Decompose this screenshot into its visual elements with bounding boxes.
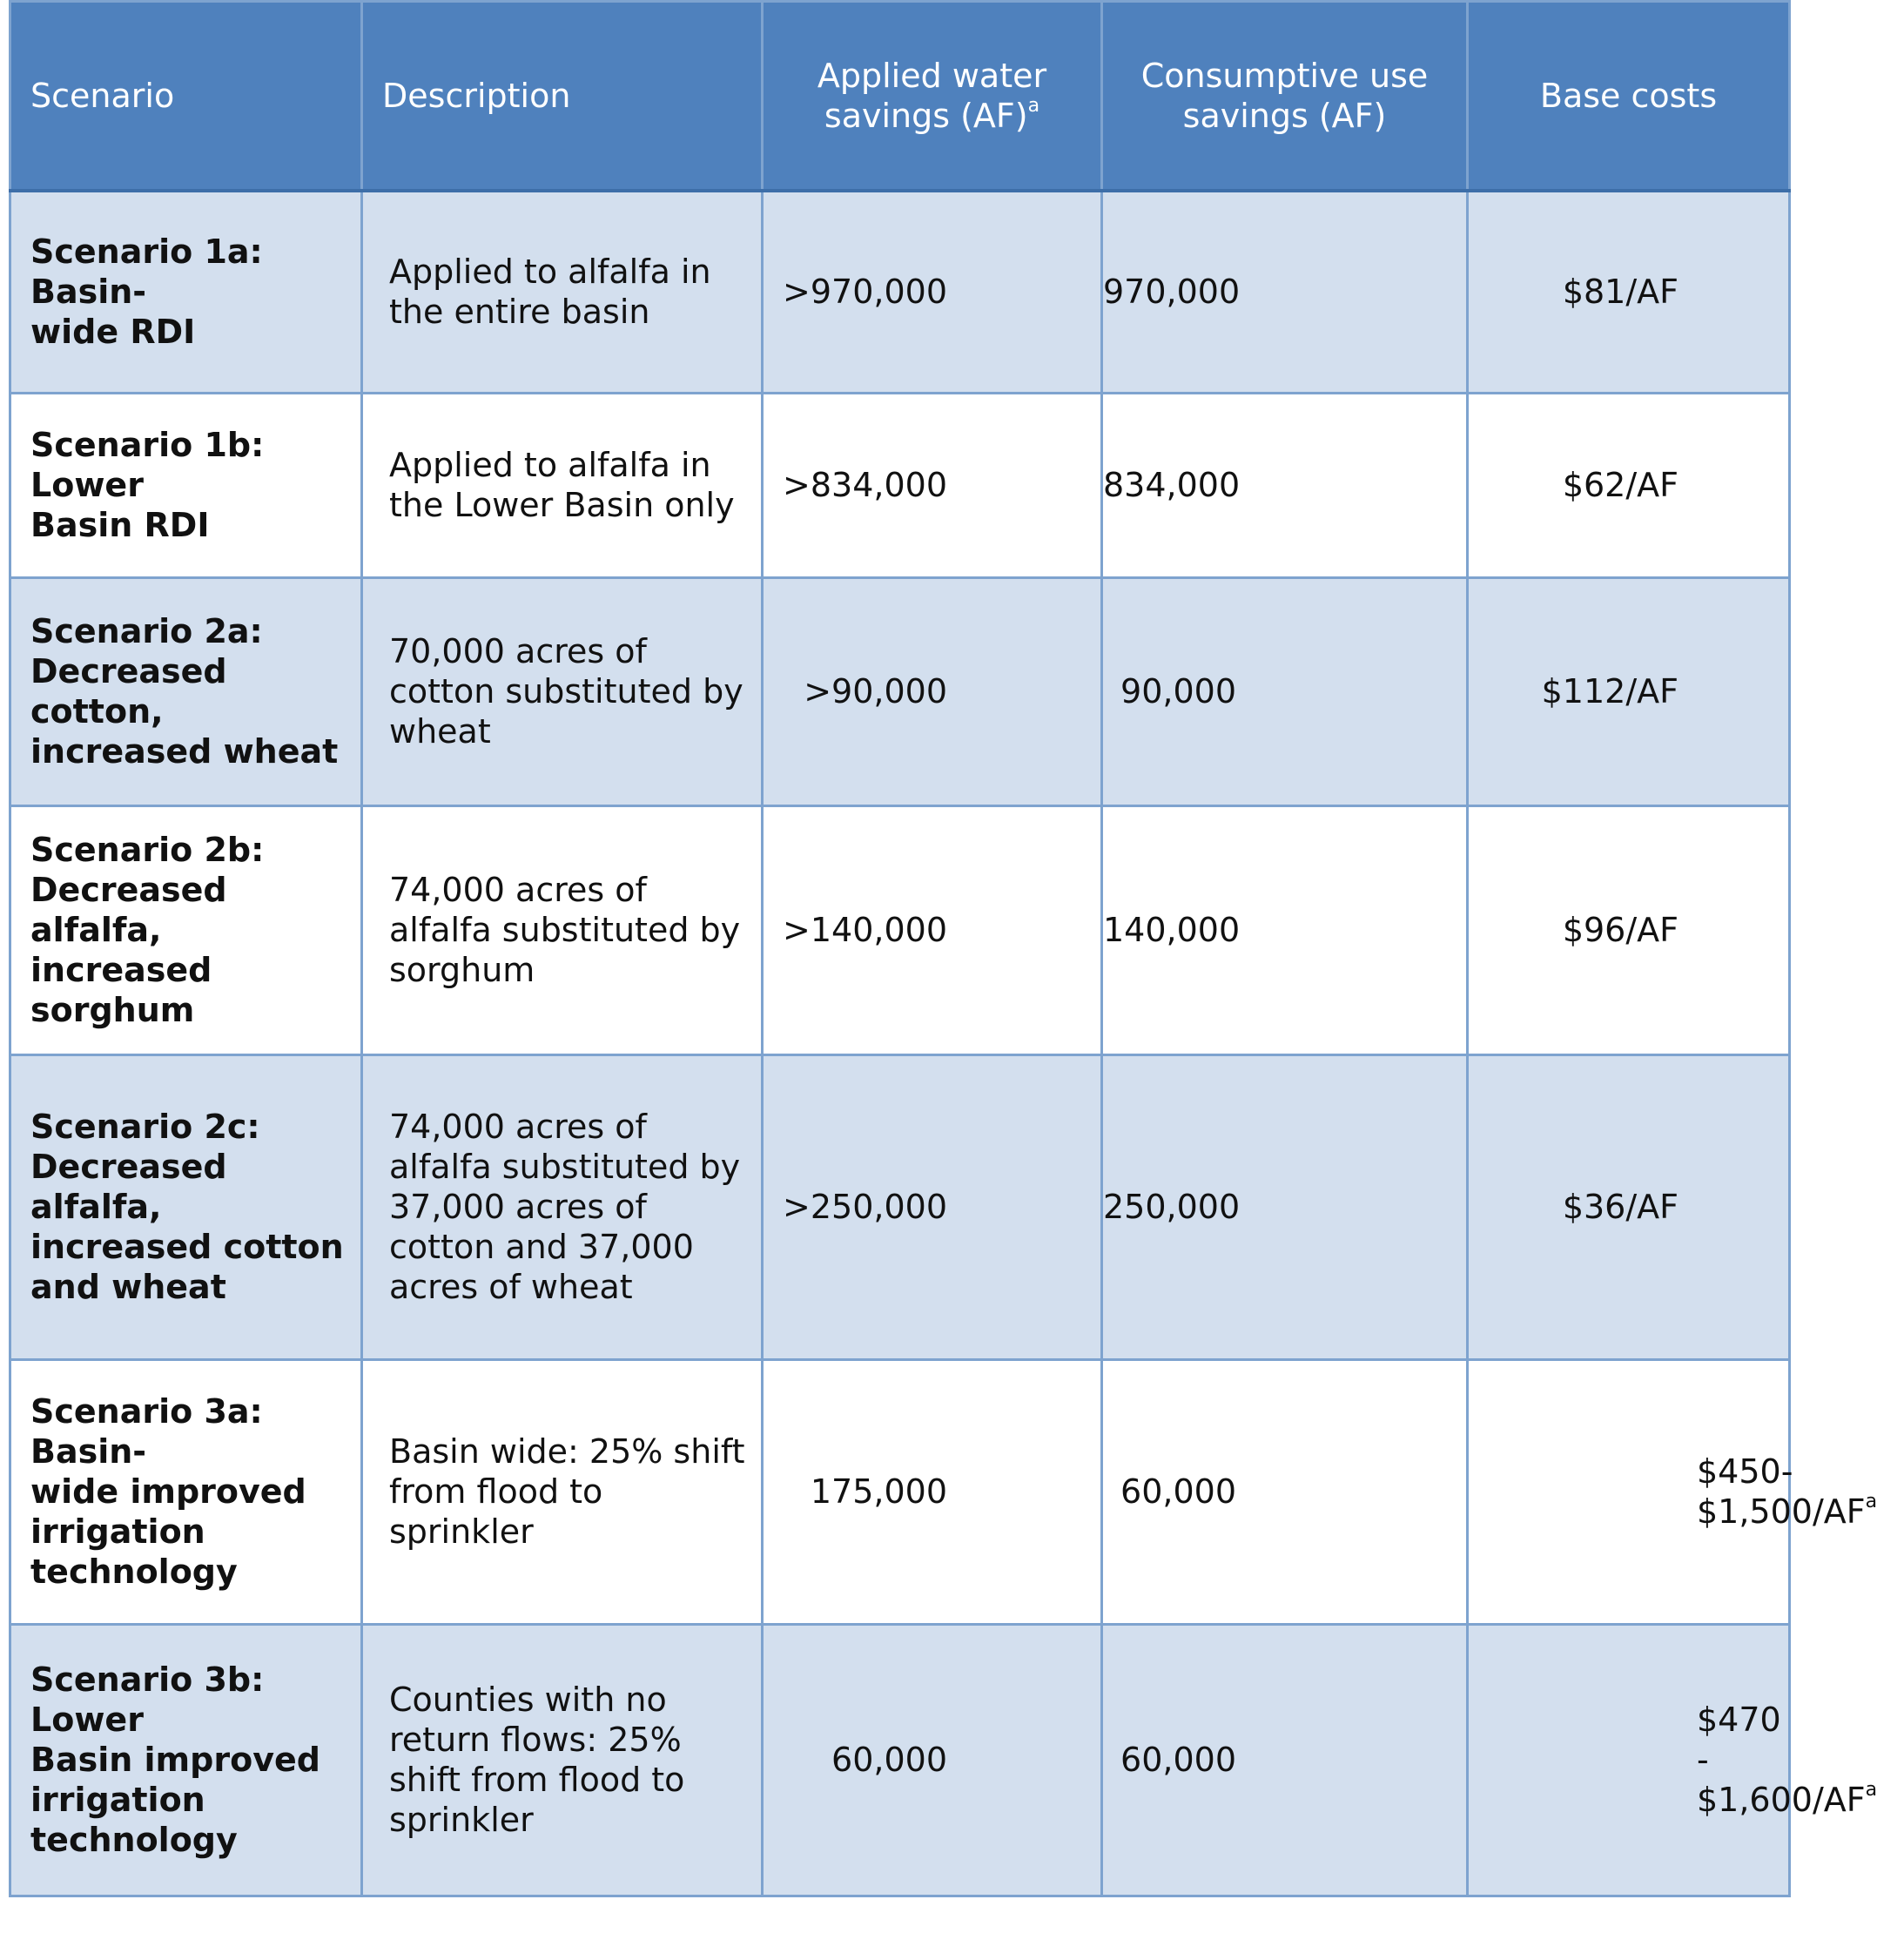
base-cost-value: $36/AF	[1562, 1188, 1679, 1226]
base-cost-cell	[1468, 1624, 1877, 1896]
description-cell: Counties with no return flows: 25% shift from flood to sprinkler	[362, 1624, 763, 1896]
table-row	[10, 577, 1790, 805]
base-cost-value: $81/AF	[1562, 273, 1679, 312]
table-row	[10, 1624, 1790, 1896]
base-cost-value: $62/AF	[1562, 466, 1679, 504]
consumptive-savings-cell: 90,000	[1102, 577, 1468, 805]
base-cost-cell	[1468, 1359, 1877, 1624]
description-cell: 74,000 acres of alfalfa substituted by 37,000 acres of cotton and 37,000 acres of wheat	[362, 1054, 763, 1359]
header-scenario-label: Scenario	[30, 77, 175, 115]
scenario-cell: Scenario 2b: Decreased alfalfa, increased sorghum	[10, 805, 362, 1054]
base-cost-cell	[1468, 393, 1790, 577]
applied-savings-cell: 60,000	[763, 1624, 1102, 1896]
scenario-table	[9, 0, 1877, 1897]
table-body	[10, 191, 1877, 1896]
scenario-cell: Scenario 1a: Basin- wide RDI	[10, 191, 362, 393]
base-cost-footnote: a	[1865, 1779, 1877, 1801]
description-cell: 74,000 acres of alfalfa substituted by sorghum	[362, 805, 763, 1054]
consumptive-savings-cell: 970,000	[1102, 191, 1468, 393]
applied-savings-cell: >970,000	[763, 191, 1102, 393]
description-cell: Basin wide: 25% shift from flood to sprinkler	[362, 1359, 763, 1624]
base-cost-footnote: a	[1865, 1491, 1877, 1512]
applied-savings-cell: >834,000	[763, 393, 1102, 577]
scenario-cell: Scenario 2c: Decreased alfalfa, increased cotton and wheat	[10, 1054, 362, 1359]
consumptive-savings-cell: 250,000	[1102, 1054, 1468, 1359]
consumptive-savings-cell: 60,000	[1102, 1624, 1468, 1896]
scenario-cell: Scenario 1b: Lower Basin RDI	[10, 393, 362, 577]
base-cost-value: $96/AF	[1562, 911, 1679, 949]
header-description	[362, 2, 763, 192]
base-cost-value: $450- $1,500/AF	[1697, 1452, 1866, 1531]
header-applied-line1: Applied water	[817, 57, 1047, 95]
base-cost-value: $112/AF	[1541, 672, 1679, 711]
description-cell: Applied to alfalfa in the entire basin	[362, 191, 763, 393]
scenario-cell: Scenario 3b: Lower Basin improved irrigation technology	[10, 1624, 362, 1896]
header-scenario	[10, 2, 362, 192]
header-applied-line2: savings (AF)	[824, 97, 1028, 135]
header-base-costs-label: Base costs	[1539, 77, 1718, 115]
applied-savings-cell: >90,000	[763, 577, 1102, 805]
header-applied-water	[763, 2, 1102, 192]
description-cell: Applied to alfalfa in the Lower Basin only	[362, 393, 763, 577]
header-description-label: Description	[382, 77, 571, 115]
header-consumptive-use	[1102, 2, 1468, 192]
base-cost-cell	[1468, 805, 1790, 1054]
header-base-costs	[1468, 2, 1790, 192]
scenario-cell: Scenario 3a: Basin- wide improved irrigation technology	[10, 1359, 362, 1624]
consumptive-savings-cell: 140,000	[1102, 805, 1468, 1054]
applied-savings-cell: 175,000	[763, 1359, 1102, 1624]
header-applied-footnote: a	[1027, 95, 1040, 117]
base-cost-value: $470 - $1,600/AF	[1697, 1701, 1866, 1819]
consumptive-savings-cell: 60,000	[1102, 1359, 1468, 1624]
applied-savings-cell: >250,000	[763, 1054, 1102, 1359]
table-header	[10, 2, 1790, 192]
header-consumptive-line1: Consumptive use	[1140, 57, 1429, 95]
header-row	[10, 2, 1790, 192]
description-cell: 70,000 acres of cotton substituted by wheat	[362, 577, 763, 805]
table-row	[10, 191, 1790, 393]
applied-savings-cell: >140,000	[763, 805, 1102, 1054]
scenario-cell: Scenario 2a: Decreased cotton, increased wheat	[10, 577, 362, 805]
base-cost-cell	[1468, 191, 1790, 393]
table-row	[10, 1359, 1790, 1624]
table-row	[10, 805, 1790, 1054]
consumptive-savings-cell: 834,000	[1102, 393, 1468, 577]
table-row	[10, 1054, 1790, 1359]
header-consumptive-line2: savings (AF)	[1182, 97, 1387, 135]
base-cost-cell	[1468, 577, 1790, 805]
base-cost-cell	[1468, 1054, 1790, 1359]
table-row	[10, 393, 1790, 577]
